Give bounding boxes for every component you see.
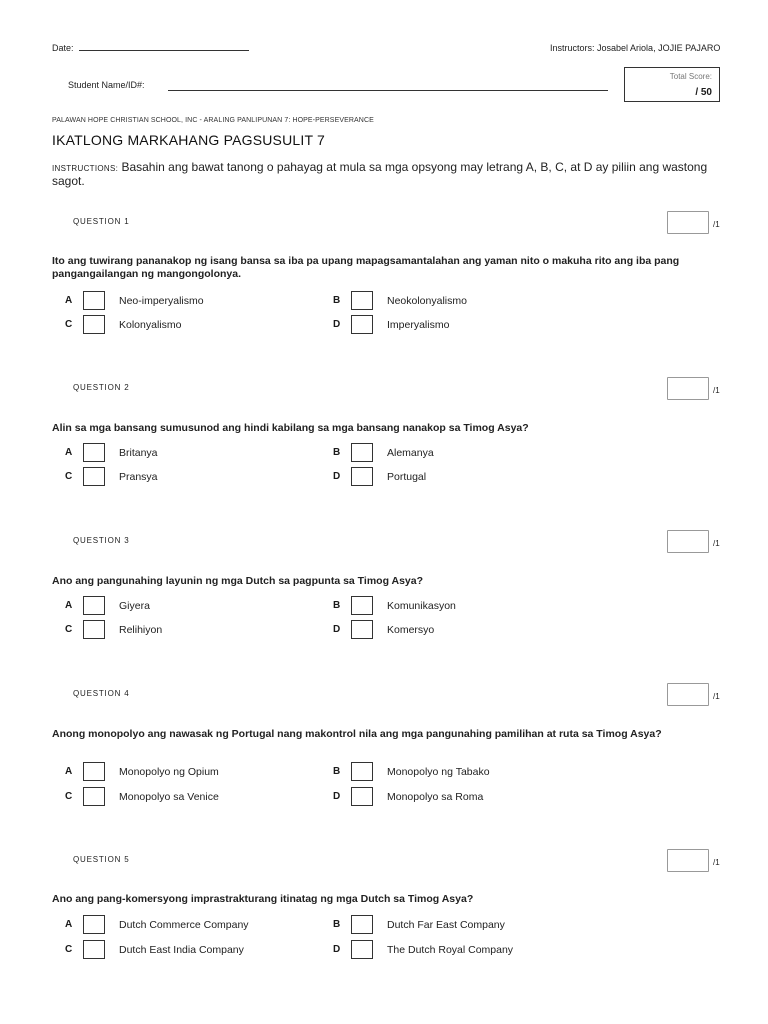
option-checkbox[interactable] xyxy=(351,915,373,934)
option-checkbox[interactable] xyxy=(351,467,373,486)
option-text: The Dutch Royal Company xyxy=(387,944,514,956)
option-letter: C xyxy=(65,791,73,802)
date-label: Date: xyxy=(52,43,74,53)
option-text: Monopolyo ng Tabako xyxy=(387,766,490,778)
option-checkbox[interactable] xyxy=(351,620,373,639)
option-letter: D xyxy=(333,471,341,482)
option-text: Monopolyo sa Venice xyxy=(119,791,219,803)
option-checkbox[interactable] xyxy=(83,762,105,781)
question-block-5 xyxy=(0,855,768,1015)
option-text: Neo-imperyalismo xyxy=(119,295,204,307)
option-text: Britanya xyxy=(119,447,158,459)
option-text: Pransya xyxy=(119,471,158,483)
total-score-value: / 50 xyxy=(695,87,712,98)
option-text: Neokolonyalismo xyxy=(387,295,467,307)
option-letter: C xyxy=(65,624,73,635)
total-score-label: Total Score: xyxy=(669,72,712,81)
instructors-names: Josabel Ariola, JOJIE PAJARO xyxy=(597,43,721,53)
question-label: QUESTION 3 xyxy=(73,536,130,545)
option-text: Portugal xyxy=(387,471,427,483)
option-letter: A xyxy=(65,600,73,611)
option-letter: A xyxy=(65,447,73,458)
instructors-label: Instructors: xyxy=(550,43,595,53)
option-checkbox[interactable] xyxy=(83,467,105,486)
option-letter: A xyxy=(65,766,73,777)
option-letter: D xyxy=(333,319,341,330)
option-text: Monopolyo sa Roma xyxy=(387,791,484,803)
option-checkbox[interactable] xyxy=(83,787,105,806)
option-checkbox[interactable] xyxy=(351,940,373,959)
option-letter: D xyxy=(333,624,341,635)
option-letter: B xyxy=(333,447,341,458)
question-label: QUESTION 4 xyxy=(73,689,130,698)
option-text: Alemanya xyxy=(387,447,434,459)
option-checkbox[interactable] xyxy=(351,596,373,615)
option-text: Imperyalismo xyxy=(387,319,450,331)
question-block-2 xyxy=(0,383,768,543)
question-text: Ito ang tuwirang pananakop ng isang bansa sa iba pa upang mapagsamantalahan ang yaman nito o makuha rito ang iba pang pangangailangan ng mangongolonya. xyxy=(52,255,680,280)
points-max: /1 xyxy=(713,539,720,548)
question-label: QUESTION 1 xyxy=(73,217,130,226)
option-text: Dutch Far East Company xyxy=(387,919,505,931)
option-letter: A xyxy=(65,919,73,930)
instructions-text: Basahin ang bawat tanong o pahayag at mula sa mga opsyong may letrang A, B, C, at D ay piliin ang wastong sagot. xyxy=(52,160,708,188)
question-block-3 xyxy=(0,536,768,696)
option-letter: C xyxy=(65,944,73,955)
points-input[interactable] xyxy=(667,211,709,234)
question-text: Ano ang pangunahing layunin ng mga Dutch sa pagpunta sa Timog Asya? xyxy=(52,575,424,587)
option-checkbox[interactable] xyxy=(351,443,373,462)
school-line: PALAWAN HOPE CHRISTIAN SCHOOL, INC - ARALING PANLIPUNAN 7: HOPE-PERSEVERANCE xyxy=(52,117,374,124)
option-checkbox[interactable] xyxy=(83,915,105,934)
question-label: QUESTION 5 xyxy=(73,855,130,864)
option-checkbox[interactable] xyxy=(351,315,373,334)
points-max: /1 xyxy=(713,386,720,395)
option-checkbox[interactable] xyxy=(83,940,105,959)
option-checkbox[interactable] xyxy=(83,443,105,462)
question-text: Alin sa mga bansang sumusunod ang hindi kabilang sa mga bansang nanakop sa Timog Asya? xyxy=(52,422,529,434)
question-block-1 xyxy=(0,217,768,377)
option-text: Relihiyon xyxy=(119,624,163,636)
option-text: Monopolyo ng Opium xyxy=(119,766,219,778)
option-text: Komersyo xyxy=(387,624,435,636)
question-block-4 xyxy=(0,689,768,849)
points-input[interactable] xyxy=(667,530,709,553)
points-max: /1 xyxy=(713,858,720,867)
option-letter: B xyxy=(333,295,341,306)
option-letter: D xyxy=(333,944,341,955)
points-input[interactable] xyxy=(667,849,709,872)
option-letter: C xyxy=(65,471,73,482)
option-text: Giyera xyxy=(119,600,150,612)
option-letter: D xyxy=(333,791,341,802)
instructions xyxy=(52,161,722,188)
option-letter: C xyxy=(65,319,73,330)
question-text: Ano ang pang-komersyong imprastrakturang itinatag ng mga Dutch sa Timog Asya? xyxy=(52,893,474,905)
option-checkbox[interactable] xyxy=(83,596,105,615)
points-input[interactable] xyxy=(667,683,709,706)
option-checkbox[interactable] xyxy=(351,762,373,781)
option-checkbox[interactable] xyxy=(83,315,105,334)
option-checkbox[interactable] xyxy=(351,291,373,310)
option-letter: B xyxy=(333,600,341,611)
option-letter: B xyxy=(333,919,341,930)
option-text: Dutch East India Company xyxy=(119,944,244,956)
option-checkbox[interactable] xyxy=(83,620,105,639)
points-input[interactable] xyxy=(667,377,709,400)
option-checkbox[interactable] xyxy=(83,291,105,310)
student-name-label: Student Name/ID#: xyxy=(68,80,145,90)
instructions-label: INSTRUCTIONS: xyxy=(52,164,119,173)
points-max: /1 xyxy=(713,692,720,701)
option-text: Kolonyalismo xyxy=(119,319,182,331)
option-text: Komunikasyon xyxy=(387,600,456,612)
question-label: QUESTION 2 xyxy=(73,383,130,392)
instructors-line xyxy=(550,43,720,53)
question-text: Anong monopolyo ang nawasak ng Portugal nang makontrol nila ang mga pangunahing pamilihan at ruta sa Timog Asya? xyxy=(52,728,662,740)
page-title: IKATLONG MARKAHANG PAGSUSULIT 7 xyxy=(52,132,326,148)
date-field[interactable] xyxy=(79,50,249,51)
option-text: Dutch Commerce Company xyxy=(119,919,249,931)
option-checkbox[interactable] xyxy=(351,787,373,806)
option-letter: A xyxy=(65,295,73,306)
total-score-box xyxy=(624,67,720,102)
student-name-field[interactable] xyxy=(168,90,608,91)
points-max: /1 xyxy=(713,220,720,229)
option-letter: B xyxy=(333,766,341,777)
